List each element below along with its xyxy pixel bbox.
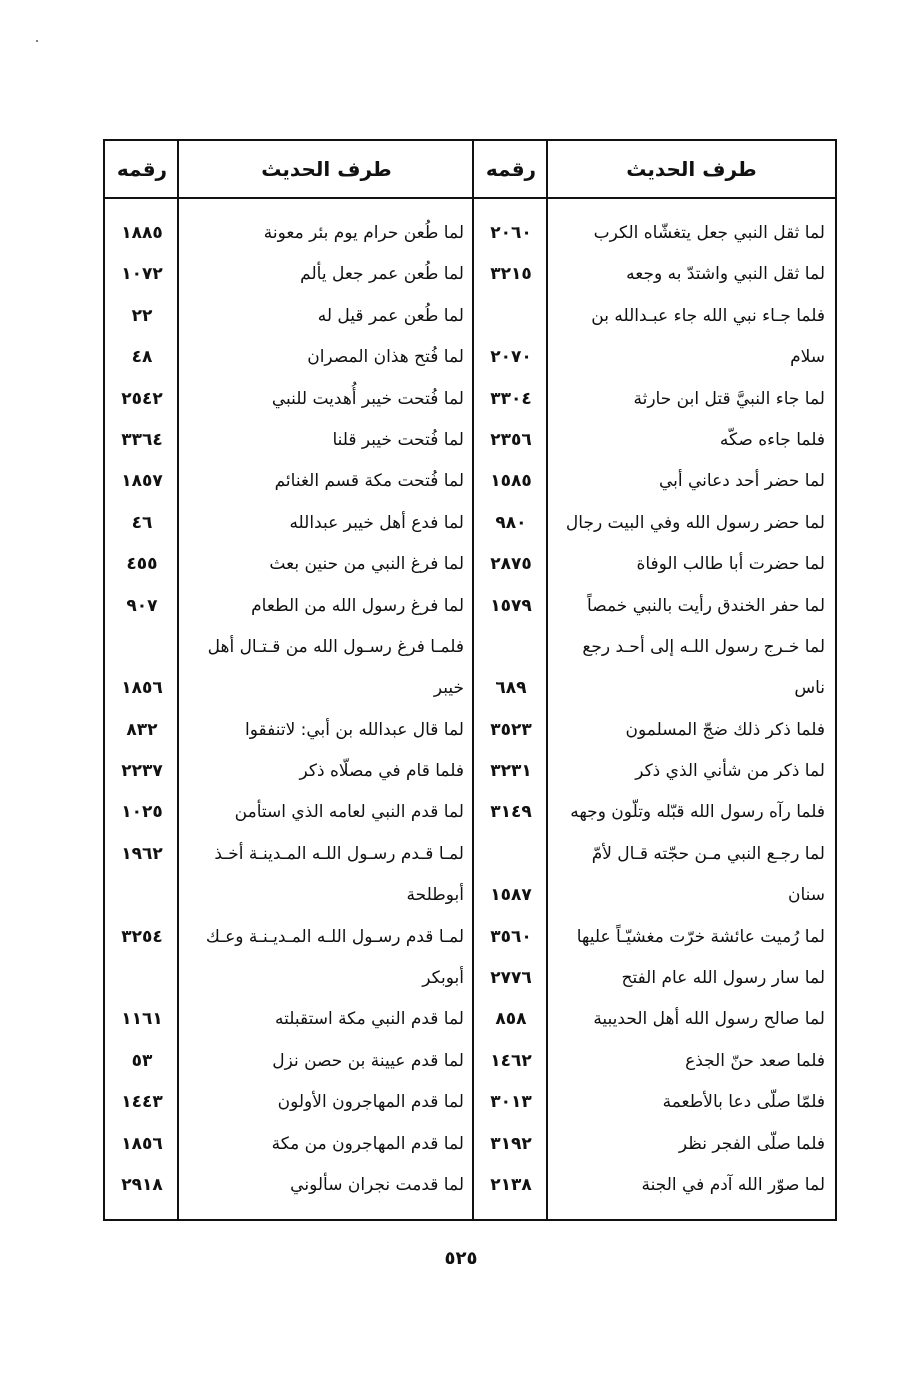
left-text-cell: لما فُتحت خيبر قلنا — [332, 429, 464, 450]
left-num-cell: ٢٢ — [131, 305, 153, 326]
left-num-cell: ١٨٥٦ — [121, 1133, 163, 1154]
right-num-cell: ٨٥٨ — [495, 1009, 527, 1030]
left-num-cell: ١٨٨٥ — [121, 223, 163, 243]
right-number-column — [474, 141, 548, 1219]
right-text-cell: لما حفر الخندق رأيت بالنبي خمصاً — [587, 595, 825, 616]
left-num-cell: ١٤٤٣ — [121, 1092, 163, 1113]
left-num-cell — [105, 627, 179, 668]
left-text-cell: لما طُعن حرام يوم بئر معونة — [263, 223, 464, 243]
left-num-cell: ١١٦١ — [121, 1009, 163, 1030]
right-num-cell — [474, 627, 548, 668]
left-text-column — [179, 141, 474, 1219]
left-text-cell: خيبر — [433, 678, 464, 699]
left-text-cell: لما فدع أهل خيبر عبدالله — [289, 512, 464, 533]
left-num-cell: ٤٦ — [131, 512, 153, 533]
right-text-cell: لما حضرت أبا طالب الوفاة — [636, 554, 825, 575]
right-num-cell: ٢٧٧٦ — [490, 968, 532, 989]
right-text-cell: فلما صلّى الفجر نظر — [678, 1133, 825, 1154]
left-num-cell: ١٩٦٢ — [121, 843, 163, 864]
right-num-cell: ٩٨٠ — [495, 512, 527, 533]
right-text-cell: لما حضر رسول الله وفي البيت رجال — [565, 512, 825, 533]
right-num-cell: ٣٥٢٣ — [490, 719, 532, 740]
right-text-cell: فلمّا صلّى دعا بالأطعمة — [662, 1092, 825, 1113]
right-num-cell: ٦٨٩ — [495, 678, 527, 699]
left-text-cell: لما فرغ رسول الله من الطعام — [251, 595, 464, 616]
left-num-cell — [105, 875, 179, 916]
left-text-cell: لما فُتحت مكة قسم الغنائم — [274, 471, 464, 492]
right-num-cell: ٣١٩٢ — [490, 1133, 532, 1154]
right-text-cell: لما صالح رسول الله أهل الحديبية — [593, 1009, 825, 1030]
left-num-cell: ٤٨ — [131, 347, 153, 368]
right-text-cell: فلما ذكر ذلك ضجّ المسلمون — [625, 719, 825, 740]
right-text-cell: سنان — [787, 885, 825, 906]
left-text-cell: لما قدمت نجران سألوني — [290, 1174, 464, 1195]
left-num-cell: ٩٠٧ — [126, 595, 158, 616]
left-text-cell: لما طُعن عمر قيل له — [317, 305, 464, 326]
page-number: ٥٢٥ — [444, 1248, 478, 1269]
left-text-cell: لمـا قدم رسـول اللـه المـديـنـة وعـك — [205, 926, 464, 947]
left-text-cell: لمـا قـدم رسـول اللـه المـدينـة أخـذ — [214, 843, 464, 864]
right-text-cell: لما خـرج رسول اللـه إلى أحـد رجع — [582, 636, 825, 657]
right-num-cell: ٣٢٣١ — [490, 761, 532, 782]
right-num-cell: ٢٠٧٠ — [490, 347, 532, 368]
right-text-cell: لما ثقل النبي جعل يتغشّاه الكرب — [593, 223, 825, 243]
right-text-cell: فلما رآه رسول الله قبّله وتلّون وجهه — [570, 802, 825, 823]
right-num-cell — [474, 296, 548, 337]
right-number-rows — [474, 213, 548, 1206]
right-text-cell: فلما جـاء نبي الله جاء عبـدالله بن — [591, 305, 825, 326]
scan-speck — [36, 40, 38, 42]
right-num-cell: ١٥٨٥ — [490, 471, 532, 492]
left-number-rows — [105, 213, 179, 1206]
left-num-cell: ١٠٢٥ — [121, 802, 163, 823]
left-num-cell: ١٨٥٦ — [121, 678, 163, 699]
right-num-cell: ٣١٤٩ — [490, 802, 532, 823]
column-header: طرف الحديث — [261, 157, 392, 181]
left-num-cell: ٢٩١٨ — [121, 1174, 163, 1195]
left-num-cell: ١٠٧٢ — [121, 264, 163, 285]
right-num-cell: ٢٠٦٠ — [490, 223, 532, 243]
right-text-cell: ناس — [794, 678, 825, 699]
right-text-cell: لما رجـع النبي مـن حجّته قـال لأمّ — [591, 843, 825, 864]
right-num-cell: ٢٨٧٥ — [490, 554, 532, 575]
right-num-cell: ٢٣٥٦ — [490, 429, 532, 450]
right-text-cell: فلما صعد حنّ الجذع — [685, 1050, 825, 1071]
column-header: رقمه — [116, 157, 168, 181]
right-num-cell: ٢١٣٨ — [490, 1174, 532, 1195]
right-text-cell: فلما جاءه صكّه — [719, 429, 825, 450]
right-num-cell: ١٥٨٧ — [490, 885, 532, 906]
right-text-cell: لما ذكر من شأني الذي ذكر — [635, 761, 825, 782]
left-text-cell: فلمـا فرغ رسـول الله من قـتـال أهل — [207, 636, 464, 657]
right-num-cell: ٣٣٠٤ — [490, 388, 532, 409]
right-num-cell — [474, 834, 548, 875]
left-num-cell: ٣٢٥٤ — [121, 926, 163, 947]
right-num-cell: ١٤٦٢ — [490, 1050, 532, 1071]
left-num-cell — [105, 958, 179, 999]
right-num-cell: ١٥٧٩ — [490, 595, 532, 616]
left-num-cell: ٤٥٥ — [126, 554, 158, 575]
hadith-index-table — [103, 139, 837, 1221]
left-text-cell: لما قدم النبي لعامه الذي استأمن — [234, 802, 464, 823]
right-num-cell: ٣٥٦٠ — [490, 926, 532, 947]
left-num-cell: ٣٣٦٤ — [121, 429, 163, 450]
left-num-cell: ٢٥٤٢ — [121, 388, 163, 409]
left-num-cell: ٢٢٣٧ — [121, 761, 163, 782]
right-text-cell: لما جاء النبيَّ قتل ابن حارثة — [633, 388, 825, 409]
right-num-cell: ٣٢١٥ — [490, 264, 532, 285]
right-text-column — [548, 141, 835, 1219]
left-text-cell: لما فُتحت خيبر أُهديت للنبي — [271, 388, 464, 409]
right-text-rows — [548, 213, 835, 1206]
right-text-cell: سلام — [790, 347, 825, 368]
left-number-column — [105, 141, 179, 1219]
left-text-cell: فلما قام في مصلّاه ذكر — [299, 761, 464, 782]
column-header: طرف الحديث — [626, 157, 757, 181]
left-text-cell: لما فرغ النبي من حنين بعث — [269, 554, 464, 575]
column-header: رقمه — [485, 157, 537, 181]
right-text-cell: لما ثقل النبي واشتدّ به وجعه — [626, 264, 825, 285]
right-text-cell: لما صوّر الله آدم في الجنة — [641, 1174, 825, 1195]
left-num-cell: ١٨٥٧ — [121, 471, 163, 492]
left-text-rows — [179, 213, 474, 1206]
left-text-cell: لما قدم المهاجرون من مكة — [271, 1133, 464, 1154]
left-text-cell: لما قدم المهاجرون الأولون — [277, 1092, 464, 1113]
left-text-cell: أبوبكر — [422, 968, 464, 989]
left-text-cell: لما قال عبدالله بن أبي: لاتنفقوا — [245, 719, 464, 740]
left-text-cell: لما قدم عيينة بن حصن نزل — [272, 1050, 464, 1071]
right-text-cell: لما سار رسول الله عام الفتح — [621, 968, 825, 989]
left-text-cell: لما قدم النبي مكة استقبلته — [274, 1009, 464, 1030]
right-text-cell: لما رُميت عائشة خرّت مغشيّـاً عليها — [576, 926, 825, 947]
left-num-cell: ٥٣ — [131, 1050, 153, 1071]
left-num-cell: ٨٣٢ — [126, 719, 158, 740]
left-text-cell: لما طُعن عمر جعل يألم — [300, 264, 464, 285]
right-num-cell: ٣٠١٣ — [490, 1092, 532, 1113]
left-text-cell: لما فُتح هذان المصران — [307, 347, 464, 368]
left-text-cell: أبوطلحة — [406, 885, 464, 906]
right-text-cell: لما حضر أحد دعاني أبي — [658, 471, 825, 492]
